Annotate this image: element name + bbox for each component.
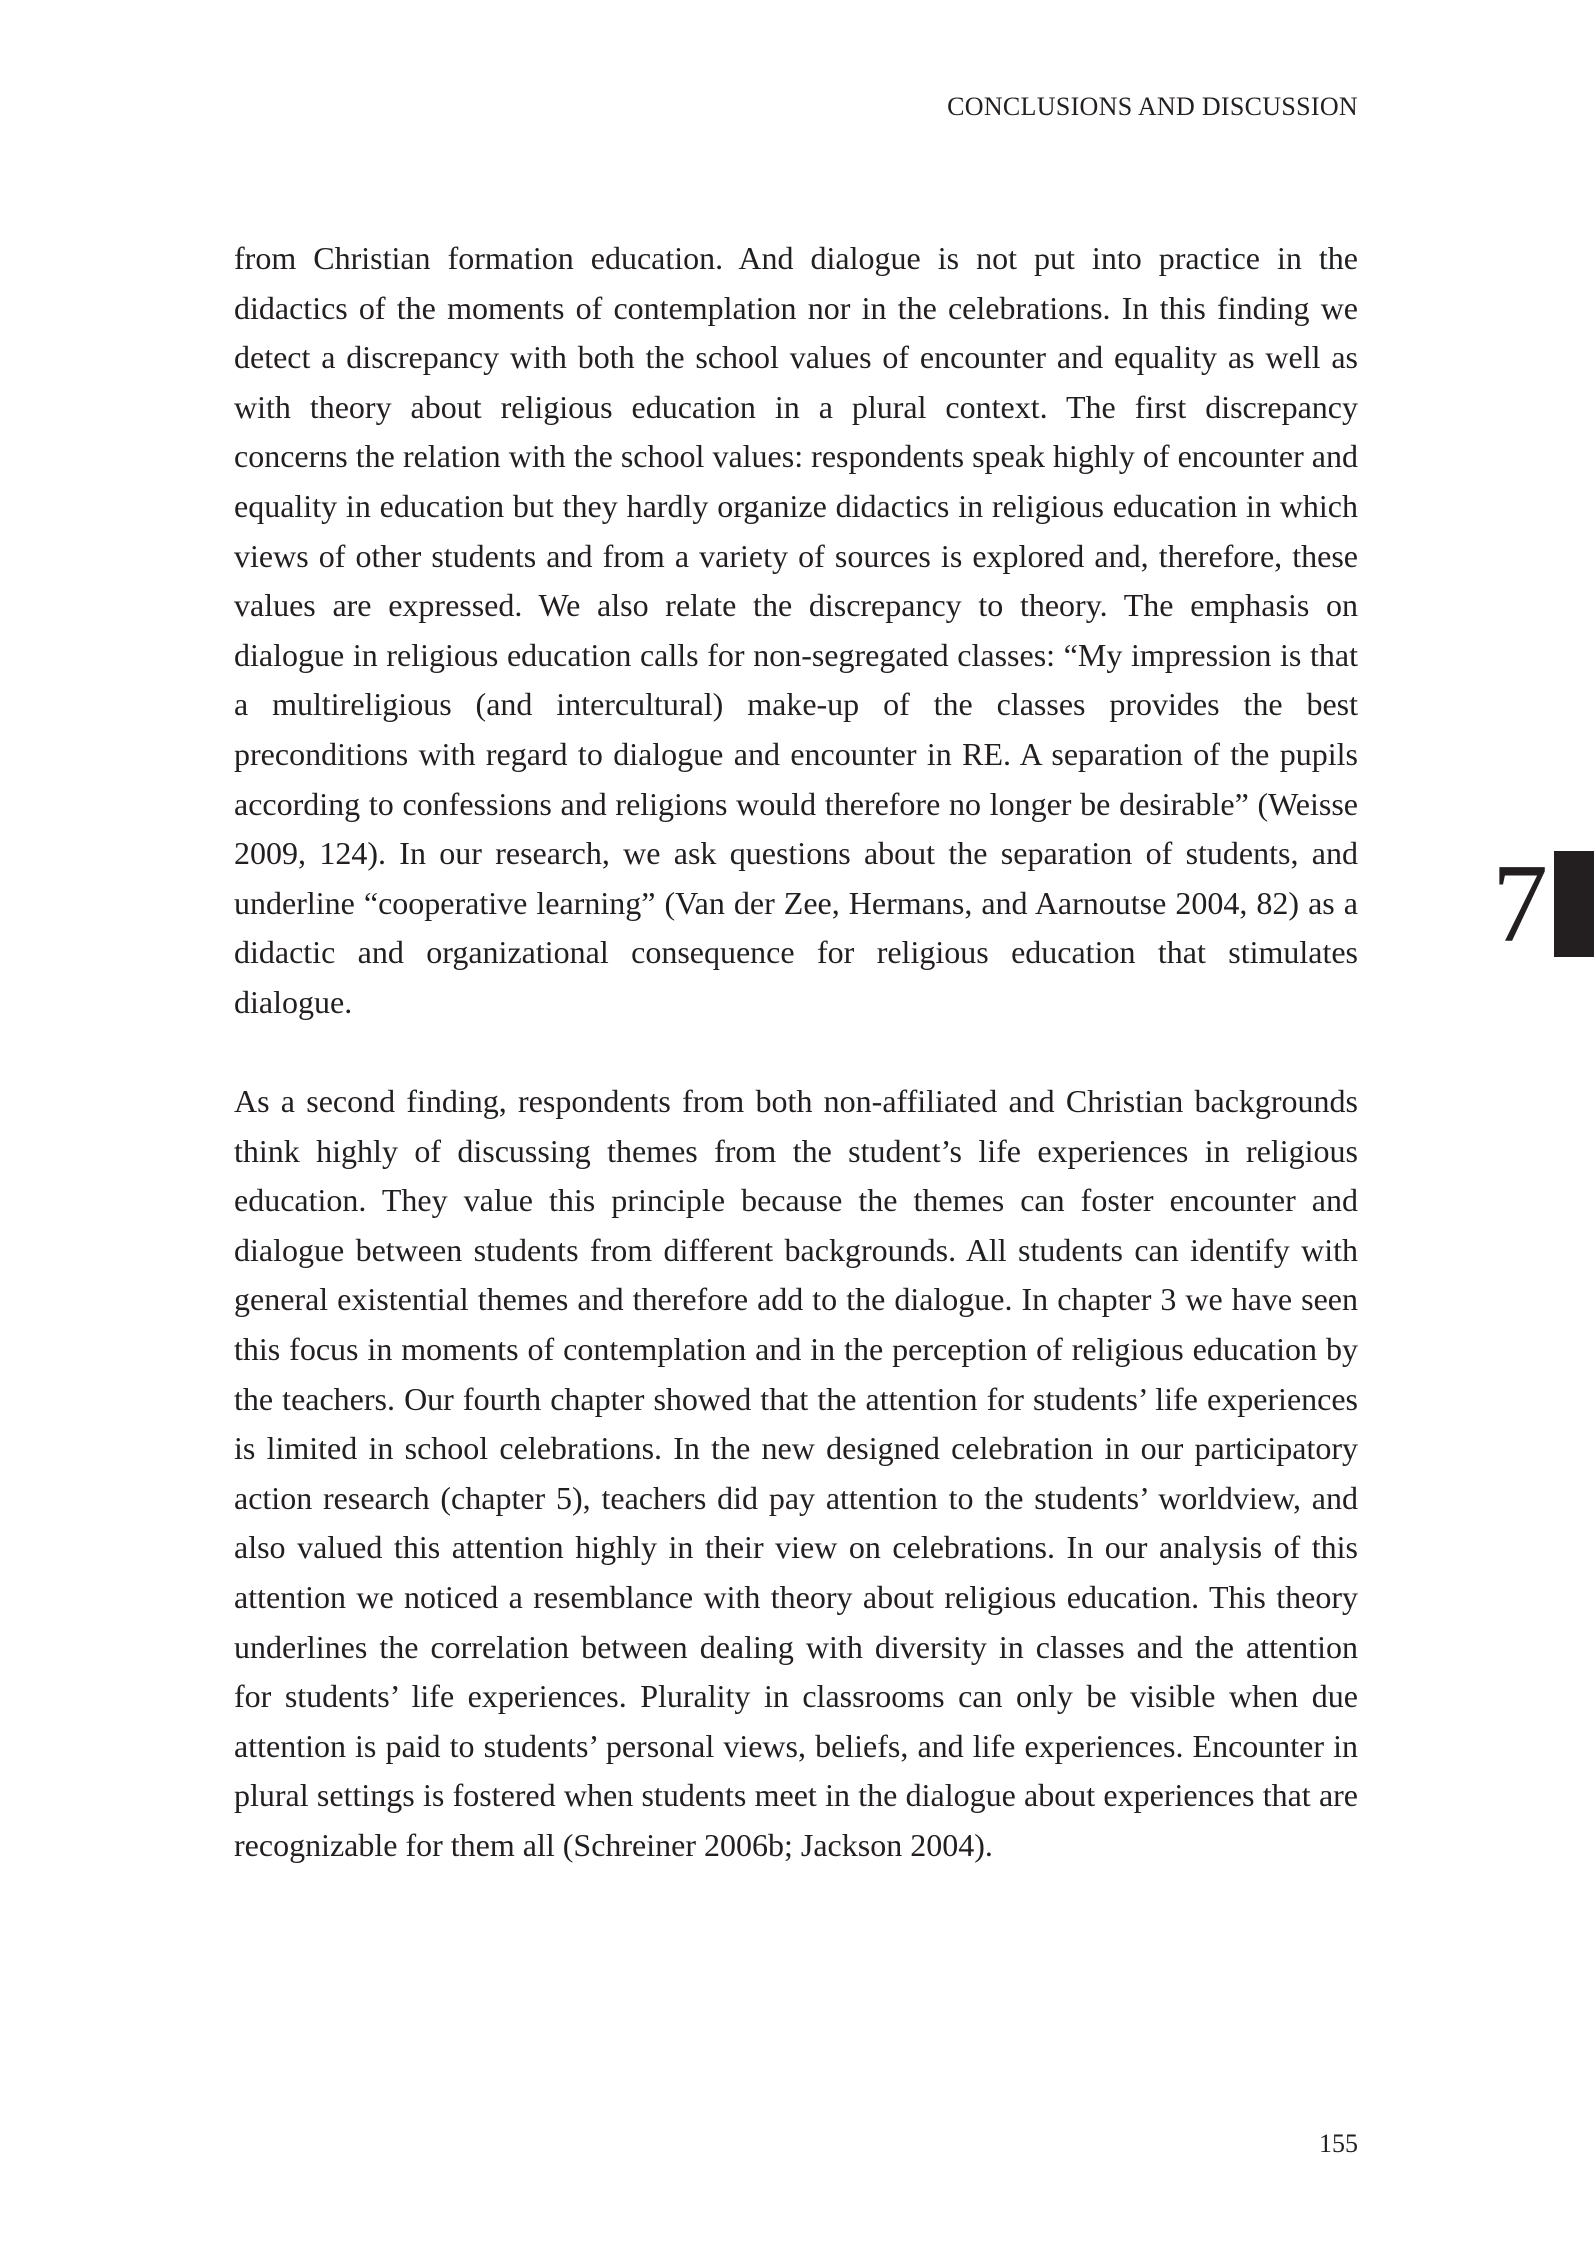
chapter-thumb-bar <box>1554 851 1594 957</box>
body-text <box>234 234 1358 1871</box>
page-number: 155 <box>1319 2129 1358 2158</box>
paragraph-1: from Christian formation education. And dialogue is not put into practice in the didactics of the moments of contemplation nor in the celebrations. In this finding we detect a discrepancy with both the school values of encounter and equality as well as with theory about religious education in a plural context. The first discrepancy concerns the relation with the school values: respondents speak highly of encounter and equality in education but they hardly organize didactics in religious education in which views of other students and from a variety of sources is explored and, therefore, these values are expressed. We also relate the discrepancy to theory. The emphasis on dialogue in religious education calls for non-segregated classes: “My impression is that a multireligious (and intercultural) make-up of the classes provides the best preconditions with regard to dialogue and encounter in RE. A separation of the pupils according to confessions and religions would therefore no longer be desirable” (Weisse 2009, 124). In our research, we ask questions about the separation of students, and underline “cooperative learning” (Van der Zee, Hermans, and Aarnoutse 2004, 82) as a didactic and organizational consequence for religious education that stimulates dialogue. <box>234 240 1358 1020</box>
paragraph-2: As a second finding, respondents from both non-affiliated and Christian backgrounds think highly of discussing themes from the student’s life experiences in religious education. They value this principle because the themes can foster encounter and dialogue between students from different backgrounds. All students can identify with general existential themes and therefore add to the dialogue. In chapter 3 we have seen this focus in moments of contemplation and in the perception of religious education by the teachers. Our fourth chapter showed that the attention for students’ life experiences is limited in school celebrations. In the new designed celebration in our participatory action research (chapter 5), teachers did pay attention to the students’ worldview, and also valued this attention highly in their view on celebrations. In our analysis of this attention we noticed a resemblance with theory about religious education. This theory underlines the correlation between dealing with diversity in classes and the attention for students’ life experiences. Plurality in classrooms can only be visible when due attention is paid to students’ personal views, beliefs, and life experiences. Encounter in plural settings is fostered when students meet in the dialogue about experiences that are recognizable for them all (Schreiner 2006b; Jackson 2004). <box>234 1083 1358 1863</box>
chapter-number: 7 <box>1492 842 1548 966</box>
running-header: CONCLUSIONS AND DISCUSSION <box>947 92 1358 121</box>
chapter-tab <box>1492 842 1594 966</box>
